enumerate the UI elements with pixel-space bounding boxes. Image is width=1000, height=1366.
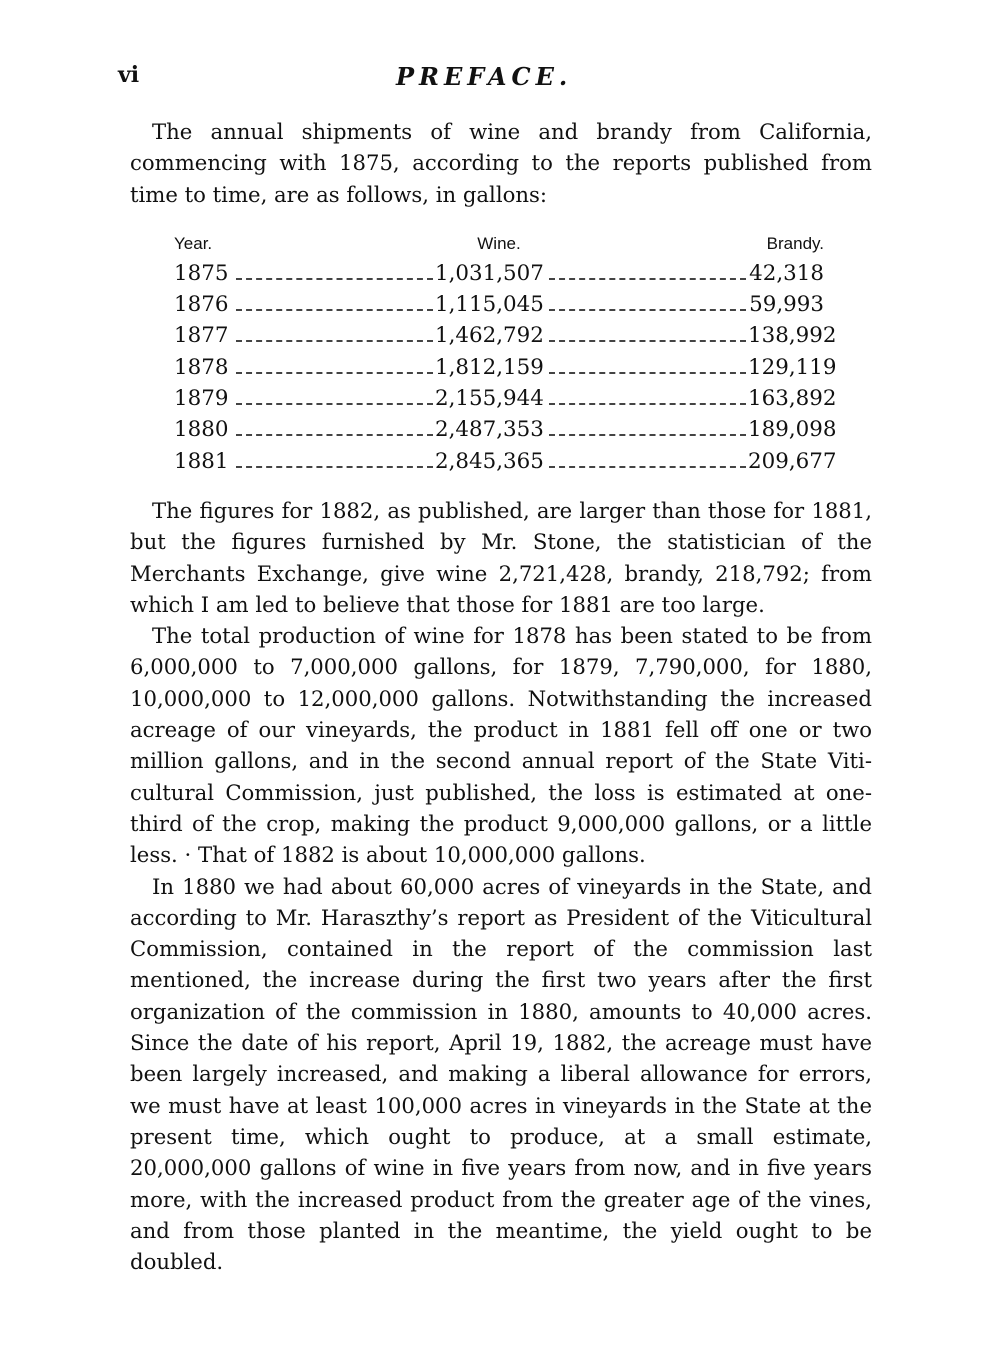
dot-leader xyxy=(549,466,746,468)
dot-leader xyxy=(549,309,746,311)
table-row xyxy=(174,446,837,477)
table-row xyxy=(174,289,824,320)
cell-wine: 2,845,365 xyxy=(435,448,544,474)
page-header xyxy=(118,58,872,102)
cell-year: 1879 xyxy=(174,386,229,412)
column-header-year: Year. xyxy=(174,233,213,253)
column-header-brandy: Brandy. xyxy=(766,233,824,253)
page-number: vi xyxy=(118,62,140,88)
cell-brandy: 209,677 xyxy=(748,448,837,474)
dot-leader xyxy=(549,278,746,280)
cell-brandy: 129,119 xyxy=(748,354,837,380)
paragraph-intro: The annual shipments of wine and brandy from California, commencing with 1875, according to the reports published from time to time, are as follows, in gallons: xyxy=(130,119,872,207)
dot-leader xyxy=(236,403,433,405)
book-page xyxy=(118,58,872,1277)
table-row xyxy=(174,383,837,414)
dot-leader xyxy=(549,372,746,374)
dot-leader xyxy=(236,372,433,374)
dot-leader xyxy=(236,340,433,342)
cell-year: 1875 xyxy=(174,260,229,286)
cell-brandy: 59,993 xyxy=(749,292,824,318)
cell-brandy: 163,892 xyxy=(748,386,837,412)
paragraph-acreage: In 1880 we had about 60,000 acres of vineyards in the State, and according to Mr. Haraszthy’s report as President of the Viticultural Commission, contained in the report of the commission last mentioned, the increase during the first two years after the first organization of the commission in 1880, amounts to 40,000 acres. Since the date of his report, April 19, 1882, the acreage must have been largely increased, and making a liberal allowance for errors, we must have at least 100,000 acres in vineyards in the State at the present time, which ought to produce, at a small estimate, 20,000,000 gallons of wine in five years from now, and in five years more, with the increased product from the greater age of the vines, and from those planted in the meantime, the yield ought to be doubled. xyxy=(130,873,872,1275)
cell-wine: 1,462,792 xyxy=(435,323,544,349)
dot-leader xyxy=(236,278,433,280)
cell-year: 1881 xyxy=(174,448,229,474)
cell-brandy: 189,098 xyxy=(748,417,837,443)
cell-year: 1876 xyxy=(174,292,229,318)
dot-leader xyxy=(549,403,746,405)
dot-leader xyxy=(549,434,746,436)
dot-leader xyxy=(549,340,746,342)
table-header-row xyxy=(174,232,824,256)
cell-year: 1878 xyxy=(174,354,229,380)
cell-brandy: 42,318 xyxy=(749,260,824,286)
dot-leader xyxy=(236,309,433,311)
table-row xyxy=(174,352,837,383)
cell-year: 1877 xyxy=(174,323,229,349)
paragraph-figures-1882: The figures for 1882, as published, are larger than those for 1881, but the figures furnished by Mr. Stone, the statistician of the Merchants Exchange, give wine 2,721,428, brandy, 218,792; from which I am led to believe that those for 1881 are too large. xyxy=(130,497,872,617)
dot-leader xyxy=(236,466,433,468)
cell-brandy: 138,992 xyxy=(748,323,837,349)
dot-leader xyxy=(236,434,433,436)
cell-wine: 1,115,045 xyxy=(435,292,544,318)
cell-wine: 1,031,507 xyxy=(435,260,544,286)
table-row xyxy=(174,258,824,289)
cell-wine: 2,487,353 xyxy=(435,417,544,443)
cell-wine: 2,155,944 xyxy=(435,386,544,412)
column-header-wine: Wine. xyxy=(477,233,521,253)
shipments-table xyxy=(174,232,837,477)
table-row xyxy=(174,414,837,445)
cell-wine: 1,812,159 xyxy=(435,354,544,380)
table-row xyxy=(174,320,837,351)
cell-year: 1880 xyxy=(174,417,229,443)
running-head-title: PREFACE. xyxy=(396,62,573,91)
paragraph-production: The total production of wine for 1878 has been stated to be from 6,000,000 to 7,000,000 gallons, for 1879, 7,790,000, for 1880, 10,000,000 to 12,000,000 gallons. Notwithstanding the increased acreage of our vineyards, the product in 1881 fell off one or two million gallons, and in the second annual report of the State Viticultural Commission, just published, the loss is estimated at onethird of the crop, making the product 9,000,000 gallons, or a little less. · That of 1882 is about 10,000,000 gallons. xyxy=(130,623,872,868)
